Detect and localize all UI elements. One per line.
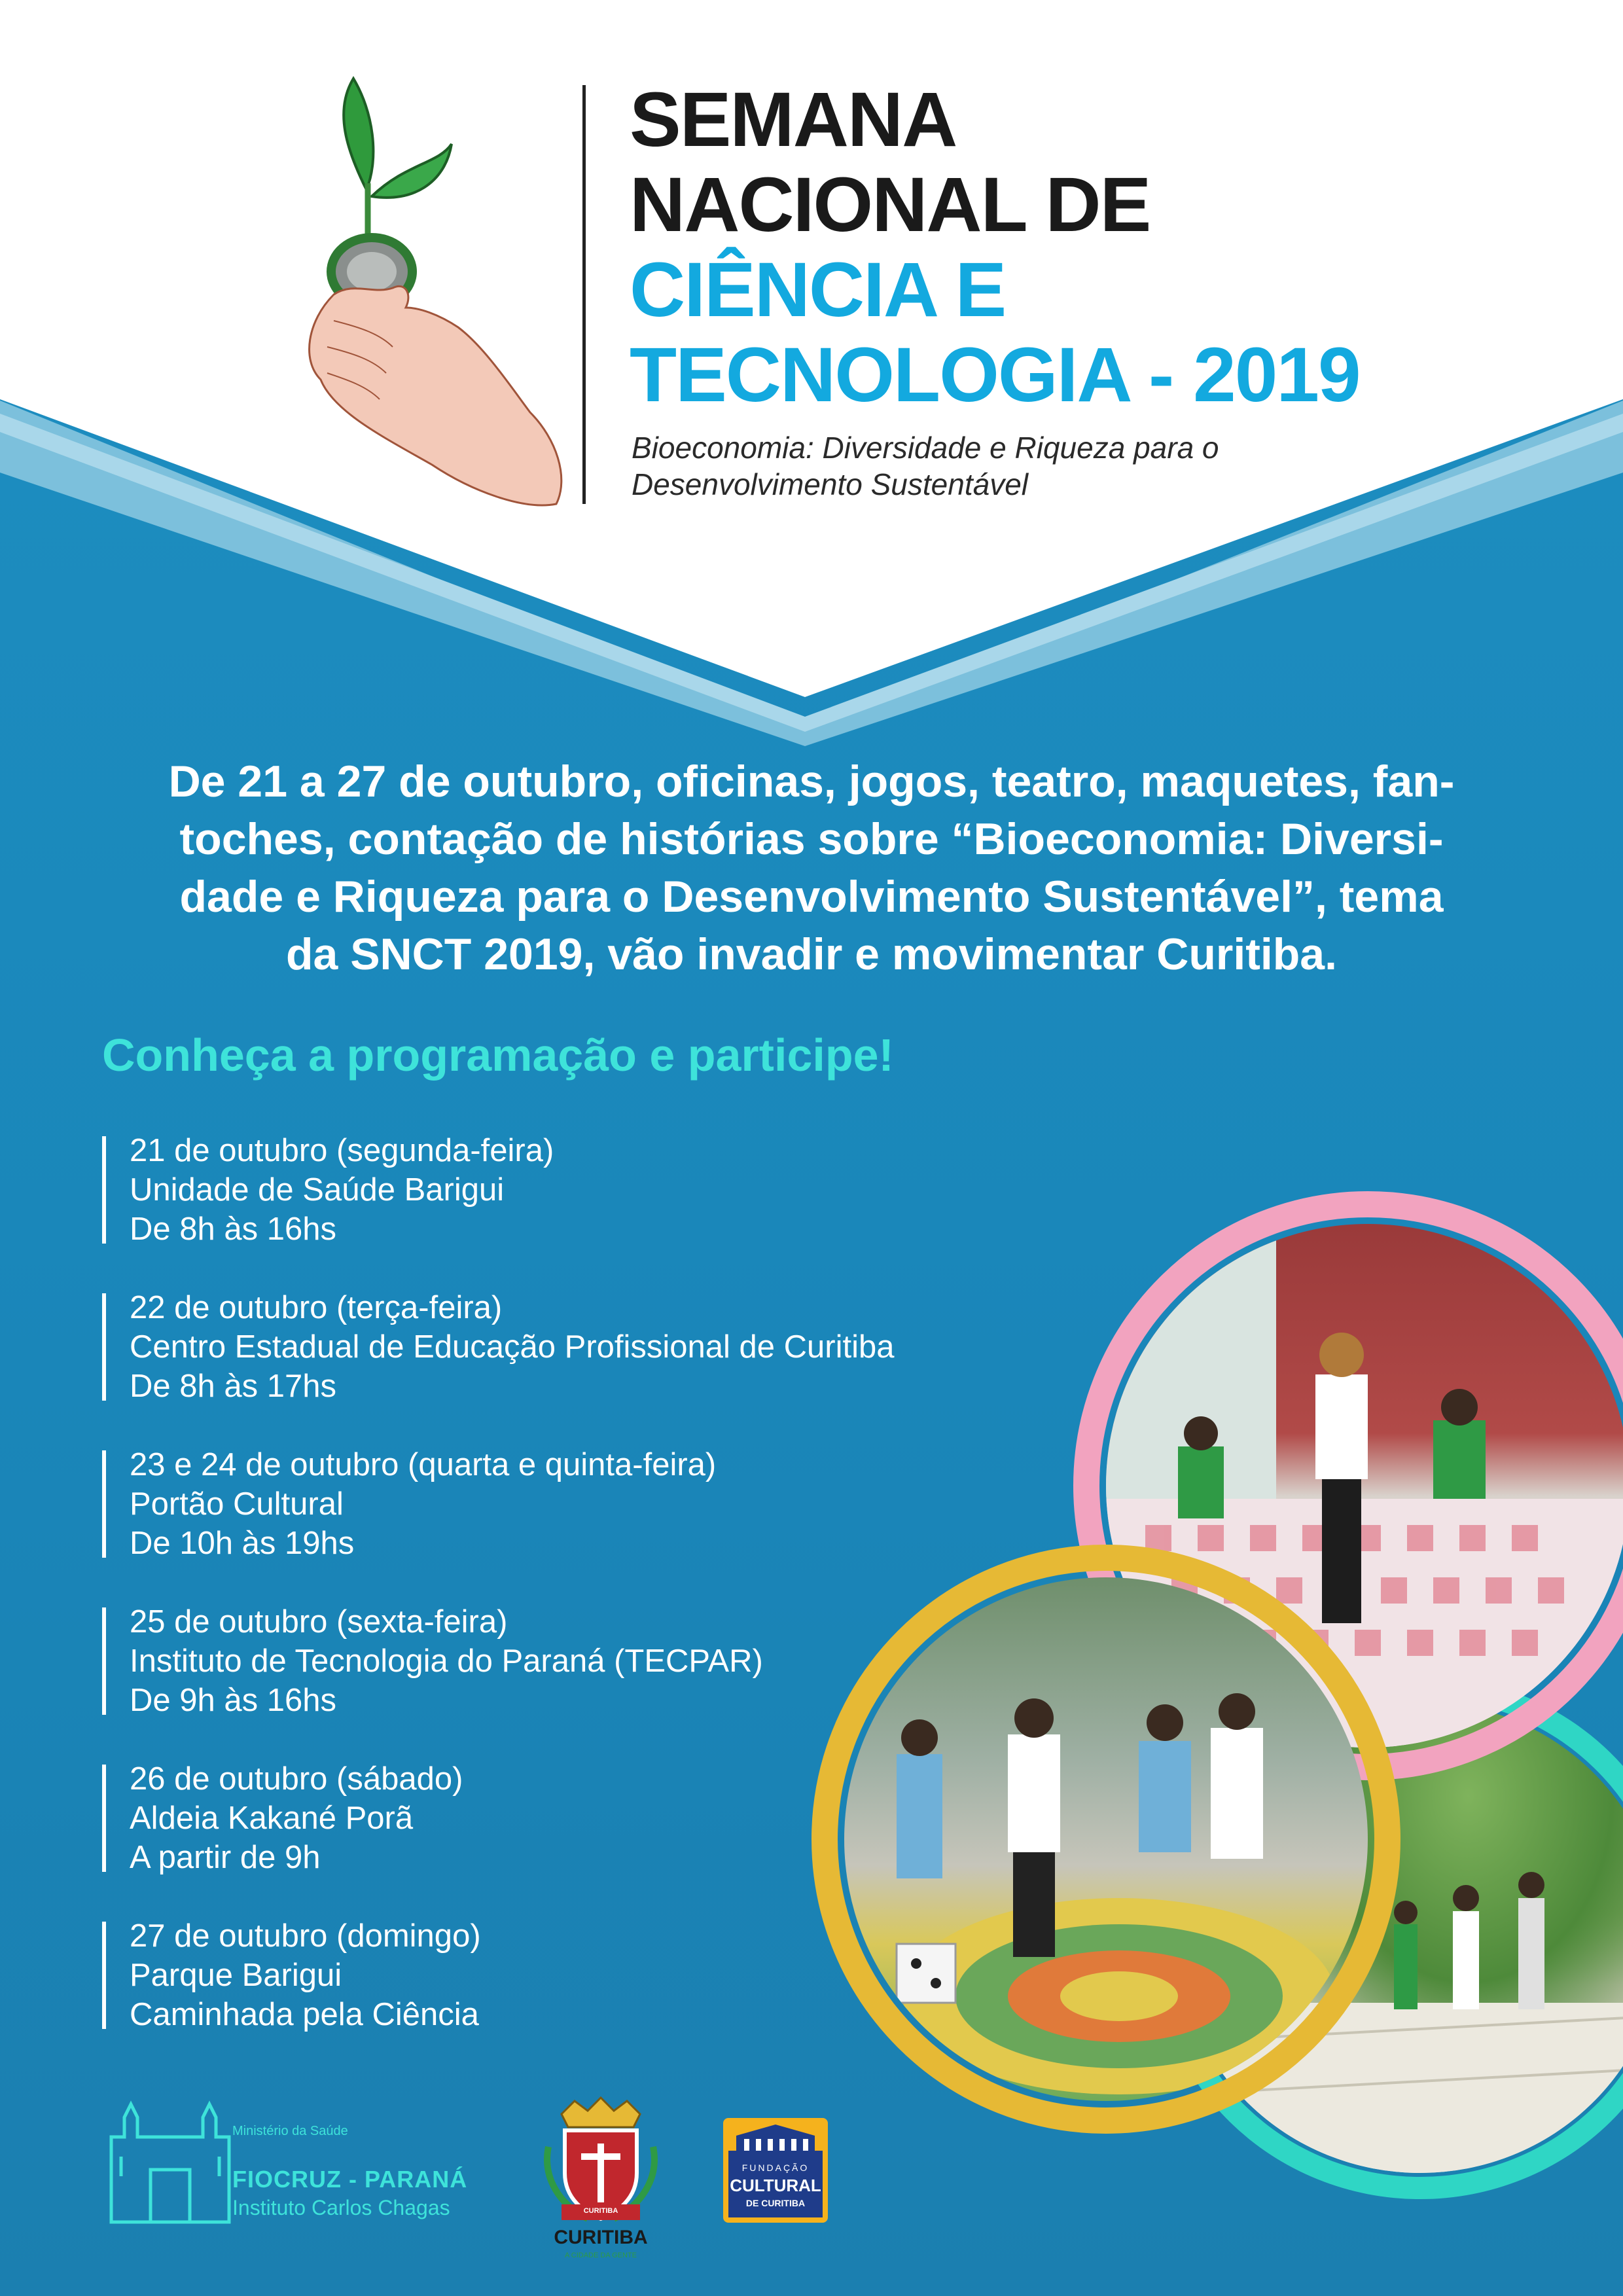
title-line-4: TECNOLOGIA - 2019 <box>630 332 1360 418</box>
header-divider <box>582 85 586 504</box>
curitiba-tagline: A CIDADE DA GENTE <box>564 2251 637 2259</box>
schedule-time: Caminhada pela Ciência <box>130 1997 479 2032</box>
title-line-2: NACIONAL DE <box>630 162 1150 248</box>
schedule-item-bar <box>102 1136 106 1244</box>
schedule-item <box>102 1288 1005 1406</box>
schedule-time: De 9h às 16hs <box>130 1683 336 1718</box>
schedule-item <box>102 1445 1005 1563</box>
schedule-place: Unidade de Saúde Barigui <box>130 1172 505 1208</box>
schedule-date: 27 de outubro (domingo) <box>130 1918 481 1954</box>
title-line-3: CIÊNCIA E <box>630 247 1006 333</box>
schedule-place: Instituto de Tecnologia do Paraná (TECPAR) <box>130 1643 763 1679</box>
title-line-1: SEMANA <box>630 77 957 163</box>
plant-coin-hand-illustration <box>294 72 569 517</box>
schedule-date: 23 e 24 de outubro (quarta e quinta-feira) <box>130 1447 717 1482</box>
schedule-place: Centro Estadual de Educação Profissional de Curitiba <box>130 1329 895 1365</box>
subtitle-line-1: Bioeconomia: Diversidade e Riqueza para o <box>632 431 1219 465</box>
schedule-time: De 8h às 16hs <box>130 1211 336 1247</box>
curitiba-logo <box>535 2094 666 2265</box>
fiocruz-logo <box>105 2098 497 2229</box>
intro-line-1: De 21 a 27 de outubro, oficinas, jogos, teatro, maquetes, fan- <box>168 757 1455 806</box>
schedule-time: De 10h às 19hs <box>130 1526 355 1561</box>
schedule-place: Portão Cultural <box>130 1486 344 1522</box>
schedule-date: 26 de outubro (sábado) <box>130 1761 463 1797</box>
fiocruz-ministry: Ministério da Saúde <box>232 2124 348 2138</box>
fiocruz-castle-icon <box>105 2098 236 2229</box>
curitiba-ribbon: CURITIBA <box>583 2207 618 2215</box>
building-icon <box>723 2119 828 2159</box>
subtitle-line-2: Desenvolvimento Sustentável <box>632 467 1028 501</box>
fundacao-cultural-logo <box>723 2118 828 2223</box>
fcc-bottom: DE CURITIBA <box>745 2198 806 2208</box>
event-title <box>630 77 1480 418</box>
schedule-item-bar <box>102 1922 106 2029</box>
schedule-time: A partir de 9h <box>130 1840 321 1875</box>
event-subtitle <box>632 429 1384 503</box>
intro-paragraph <box>92 753 1531 983</box>
schedule-place: Parque Barigui <box>130 1958 342 1993</box>
intro-line-2: toches, contação de histórias sobre “Bioeconomia: Diversi- <box>179 814 1444 864</box>
schedule-time: De 8h às 17hs <box>130 1369 336 1404</box>
intro-line-4: da SNCT 2019, vão invadir e movimentar Curitiba. <box>285 929 1338 979</box>
photo-floor-game <box>844 1577 1368 2101</box>
call-to-action: Conheça a programação e participe! <box>102 1030 894 1081</box>
floor-game-scene <box>844 1577 1368 2101</box>
fiocruz-institute: Instituto Carlos Chagas <box>232 2196 450 2219</box>
schedule-item <box>102 1131 1005 1249</box>
fcc-top: FUNDAÇÃO <box>741 2162 810 2173</box>
curitiba-name: CURITIBA <box>554 2227 648 2248</box>
schedule-item-bar <box>102 1450 106 1558</box>
schedule-date: 25 de outubro (sexta-feira) <box>130 1604 508 1640</box>
schedule-date: 21 de outubro (segunda-feira) <box>130 1133 554 1168</box>
fcc-main: CULTURAL <box>730 2176 821 2195</box>
schedule-item-bar <box>102 1765 106 1872</box>
intro-line-3: dade e Riqueza para o Desenvolvimento Sustentável”, tema <box>179 872 1444 922</box>
schedule-date: 22 de outubro (terça-feira) <box>130 1290 503 1325</box>
fiocruz-name: FIOCRUZ - PARANÁ <box>232 2166 468 2193</box>
curitiba-coat-of-arms-icon <box>535 2094 666 2225</box>
schedule-item-bar <box>102 1607 106 1715</box>
schedule-place: Aldeia Kakané Porã <box>130 1801 414 1836</box>
schedule-item-bar <box>102 1293 106 1401</box>
